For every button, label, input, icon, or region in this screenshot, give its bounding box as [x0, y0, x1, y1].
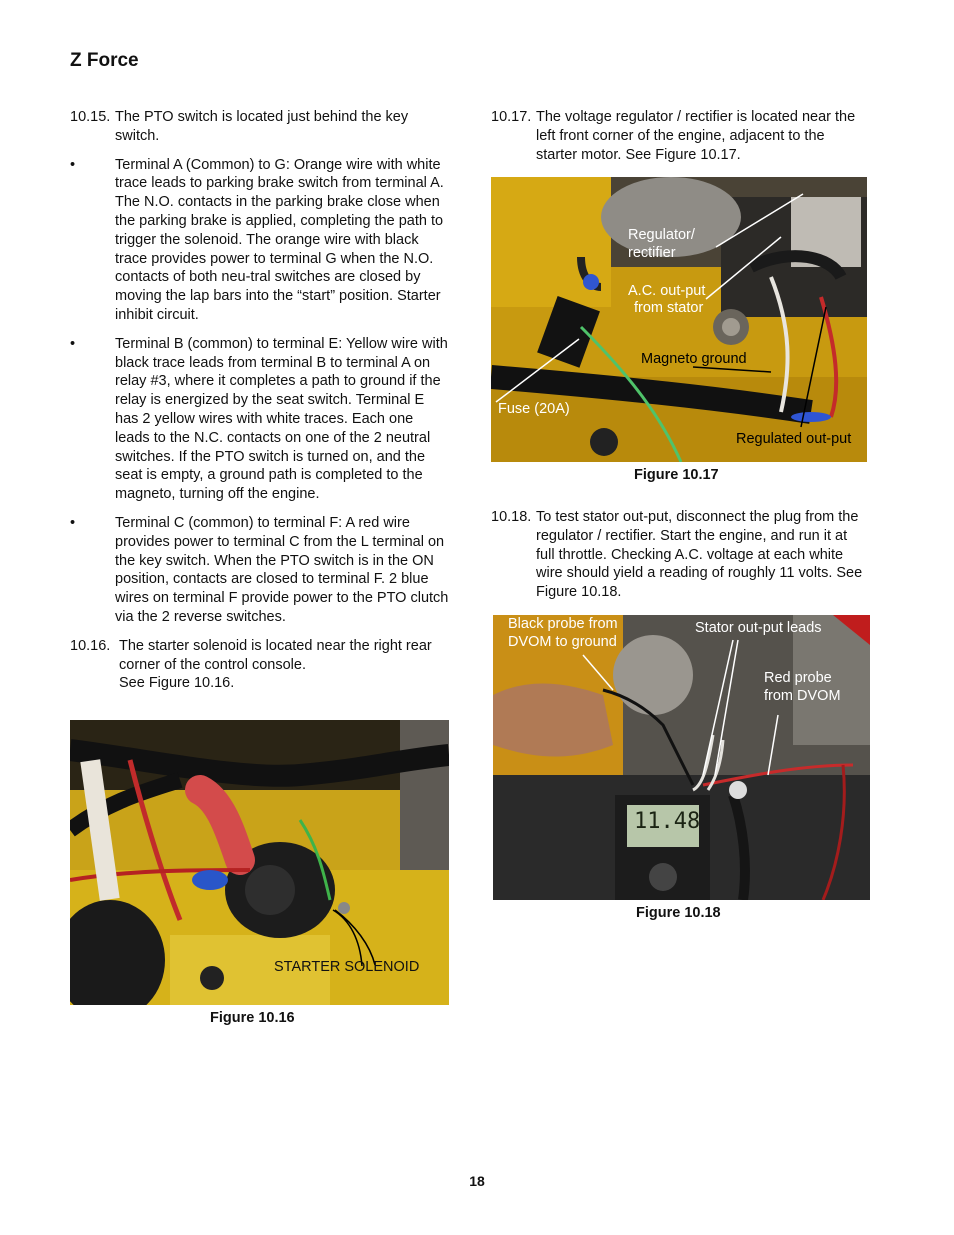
red-probe-label-line1: Red probe [764, 670, 832, 686]
bullet-text: Terminal A (Common) to G: Orange wire with white trace leads to parking brake switch from terminal A. The N.O. contacts in the parking brake close when the parking brake is applied, completing the path to trigger the solenoid. The orange wire with black trace provides power to terminal G when the N.O. contacts of both neu-tral switches are closed by moving the lap bars into the “start” position. Starter inhibit circuit. [115, 156, 444, 323]
bullet-terminal-b [70, 335, 450, 504]
black-probe-label-line1: Black probe from [508, 616, 618, 632]
step-text-line: The starter solenoid is located near the right rear corner of the control console. [119, 637, 432, 673]
bullet-terminal-a [70, 156, 450, 325]
step-text: The PTO switch is located just behind the key switch. [115, 109, 409, 144]
stator-leads-label: Stator out-put leads [695, 620, 822, 636]
bullet-text: Terminal B (common) to terminal E: Yellow wire with black trace leads from terminal B to terminal A on relay #3, where it completes a path to ground if the relay is energized by the seat switch. Terminal E has 2 yellow wires with white traces. Each one leads to the N.C. contacts on one of the 2 neutral switches. If the PTO switch is turned on, and the seat is empty, a ground path is completed to the magneto, turning off the engine. [115, 335, 448, 503]
right-column [491, 108, 869, 174]
right-column-lower [491, 508, 869, 612]
step-10-15 [70, 108, 450, 146]
figure-10-16-caption: Figure 10.16 [210, 1010, 295, 1026]
step-text: To test stator out-put, disconnect the plug from the regulator / rectifier. Start the engine, and run it at full throttle. Checking A.C. voltage at each white wire should yield a reading of roughly 11 volts. See Figure 10.18. [536, 509, 863, 601]
step-10-18 [491, 508, 869, 602]
page-header-title: Z Force [70, 50, 139, 71]
red-probe-label-line2: from DVOM [764, 688, 841, 704]
magneto-ground-label: Magneto ground [641, 351, 747, 367]
ac-output-label-line2: from stator [634, 300, 704, 316]
bullet-terminal-c [70, 514, 450, 627]
step-text: The voltage regulator / rectifier is located near the left front corner of the engine, adjacent to the starter motor. See Figure 10.17. [536, 109, 856, 163]
fuse-label: Fuse (20A) [498, 401, 570, 417]
step-10-16 [70, 637, 450, 693]
step-number: 10.17. [491, 109, 532, 125]
step-number: 10.16. [70, 637, 111, 654]
dvom-meter-reading: 11.48 [634, 809, 701, 834]
figure-10-17-photo [491, 177, 867, 462]
regulator-label-line1: Regulator/ [628, 227, 695, 243]
figure-10-16-photo [70, 720, 449, 1005]
page-number: 18 [469, 1173, 485, 1189]
step-number: 10.15. [70, 109, 111, 125]
regulator-label-line2: rectifier [628, 245, 676, 261]
bullet-mark: • [70, 514, 76, 531]
figure-10-17-caption: Figure 10.17 [634, 467, 719, 483]
left-column [70, 108, 450, 703]
black-probe-label-line2: DVOM to ground [508, 634, 617, 650]
bullet-text: Terminal C (common) to terminal F: A red wire provides power to terminal C from the L terminal on the key switch. When the PTO switch is in the ON position, contacts are closed to terminal F. 2 blue wires on terminal F provide power to the PTO clutch via the 2 reverse switches. [115, 514, 449, 625]
figure-10-18-caption: Figure 10.18 [636, 905, 721, 921]
ac-output-label-line1: A.C. out-put [628, 283, 706, 299]
step-text [119, 637, 450, 693]
step-number: 10.18. [491, 509, 532, 525]
bullet-mark: • [70, 156, 76, 173]
bullet-mark: • [70, 335, 76, 352]
regulated-output-label: Regulated out-put [736, 431, 852, 447]
step-10-17 [491, 108, 869, 164]
figure-10-18-photo [493, 615, 870, 900]
step-text-line: See Figure 10.16. [119, 675, 235, 692]
stator-test-photo [493, 615, 870, 900]
starter-solenoid-label: STARTER SOLENOID [274, 959, 420, 975]
regulator-rectifier-photo [491, 177, 867, 462]
